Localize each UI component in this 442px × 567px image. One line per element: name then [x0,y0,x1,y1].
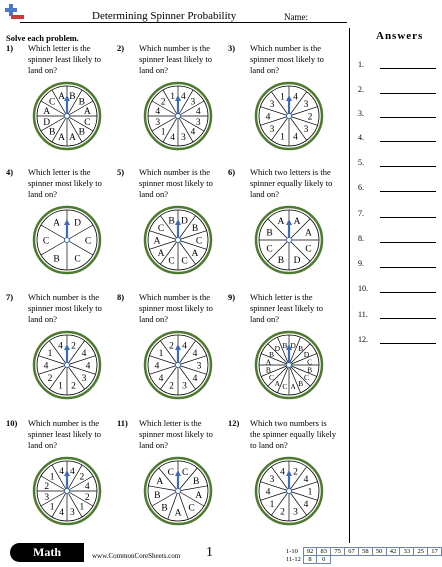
spinner-label: 4 [59,467,64,478]
spinner [143,456,213,526]
spinner-label: 4 [170,132,175,143]
spinner-label: 4 [43,361,49,372]
question-number: 10) [6,418,18,428]
spinner-label: A [195,491,203,502]
answer-blank[interactable] [380,283,436,293]
spinner-label: 4 [190,127,196,138]
spinner-label: 1 [160,127,166,138]
spinner-label: A [58,132,66,143]
spinner-label: 4 [192,349,198,360]
spinner-hub [176,238,181,243]
answer-number: 2. [358,85,364,94]
spinner-label: 4 [181,92,186,103]
spinner-label: 4 [192,373,198,384]
spinner-label: C [48,97,56,108]
spinner-label: C [195,236,203,247]
spinner-label: B [78,97,86,108]
spinner [32,81,102,151]
spinner-label: A [290,382,296,392]
spinner [254,81,324,151]
answer-number: 12. [358,335,368,344]
spinner-label: 3 [70,507,75,518]
spinner-label: 4 [303,499,309,510]
spinner-label: 3 [195,117,201,128]
plus-minus-logo-icon [5,2,25,22]
spinner-label: 4 [195,107,201,118]
spinner-label: B [307,365,313,375]
spinner-label: 3 [269,124,275,135]
spinner-label: C [157,224,165,235]
spinner-label: A [83,107,91,118]
answer-row [358,59,436,69]
question-text: Which letter is the spinner least likely to land on? [28,43,101,75]
spinner-label: D [274,344,281,354]
spinner-hub [176,363,181,368]
question-text: Which two numbers is the spinner equally likely to land on? [250,418,337,450]
score-range: 1-10 [286,548,298,555]
spinner-label: B [265,365,271,375]
page-title: Determining Spinner Probability [92,10,237,22]
instructions: Solve each problem. [6,33,79,43]
answer-number: 7. [358,209,364,218]
spinner-label: A [43,107,51,118]
answer-blank[interactable] [380,59,436,69]
answer-row [358,182,436,192]
spinner-label: 1 [79,502,85,513]
question-text: Which letter is the spinner least likely to land on? [250,292,323,324]
score-row [286,556,442,564]
question-text: Which number is the spinner most likely to land on? [28,292,102,324]
spinner-label: 4 [59,507,64,518]
spinner-label: B [69,92,76,103]
question-number: 4) [6,167,14,177]
answer-number: 4. [358,133,364,142]
spinner-label: 4 [265,487,271,498]
score-cell: 75 [331,548,345,556]
question-number: 3) [228,43,236,53]
answer-blank[interactable] [380,208,436,218]
spinner [143,205,213,275]
question-text: Which two letters is the spinner equally likely to land on? [250,167,333,199]
spinner-label: 1 [49,502,55,513]
spinner-label: 4 [280,467,285,478]
spinner-label: D [303,349,310,359]
score-cell: 83 [317,548,331,556]
spinner-label: 3 [269,475,275,486]
spinner-label: 1 [58,381,63,392]
spinner-hub [287,489,292,494]
answer-number: 11. [358,310,368,319]
spinner-label: 3 [293,507,298,518]
spinner-label: 3 [303,100,309,111]
spinner-label: D [43,117,51,128]
score-cell: 25 [414,548,428,556]
spinner-label: 1 [280,132,285,143]
spinner-label: B [161,503,168,514]
spinner-label: 2 [71,381,76,392]
spinner-label: C [282,382,288,392]
score-cell: 42 [386,548,400,556]
spinner-label: D [290,340,296,350]
spinner-label: C [42,236,50,247]
spinner-label: 4 [158,373,164,384]
spinner-label: A [58,92,66,103]
spinner-label: 3 [155,117,161,128]
spinner [32,205,102,275]
spinner-label: 2 [71,341,76,352]
answer-blank[interactable] [380,258,436,268]
spinner-label: A [274,378,281,388]
answer-row [358,157,436,167]
answer-blank[interactable] [380,132,436,142]
spinner-label: A [68,132,76,143]
spinner-label: A [174,508,182,519]
score-cell: 0 [317,556,331,564]
spinner-label: 4 [58,341,63,352]
spinner-label: C [269,373,275,383]
question-number: 5) [117,167,125,177]
score-cell: 92 [303,548,317,556]
question-number: 11) [117,418,128,428]
spinner-label: 3 [303,124,309,135]
spinner-label: D [293,255,301,266]
question-number: 6) [228,167,236,177]
spinner-label: B [193,477,200,487]
subject-badge: Math [10,543,84,562]
spinner-label: 3 [196,361,202,372]
spinner-label: B [298,378,304,388]
spinner-label: 1 [158,349,164,360]
spinner [32,456,102,526]
spinner [143,330,213,400]
spinner-label: B [266,228,273,239]
spinner-label: B [282,340,288,350]
spinner-hub [65,238,70,243]
spinner-label: C [182,467,189,478]
answer-blank[interactable] [380,157,436,167]
spinner-label: B [154,491,161,502]
spinner-label: C [181,256,188,267]
score-cell: 8 [303,556,317,564]
answer-row [358,208,436,218]
spinner-label: A [265,357,272,367]
answer-blank[interactable] [380,309,436,319]
spinner-label: 2 [307,112,313,123]
answer-row [358,283,436,293]
spinner-label: 4 [293,92,298,103]
answer-number: 6. [358,183,364,192]
spinner-label: 2 [44,482,50,493]
spinner-label: 2 [160,97,166,108]
page-number: 1 [206,545,213,560]
spinner-label: 2 [293,467,298,478]
spinner [254,456,324,526]
spinner-hub [287,114,292,119]
spinner-label: 4 [154,361,160,372]
answer-number: 10. [358,284,368,293]
spinner-label: D [181,216,188,227]
spinner-label: 4 [84,482,90,493]
spinner-label: C [168,256,175,267]
spinner-hub [176,489,181,494]
answers-title: Answers [376,30,424,42]
spinner-label: C [266,244,273,255]
question-text: Which number is the spinner least likely to land on? [139,43,212,75]
score-table [286,547,442,564]
question-text: Which number is the spinner most likely to land on? [139,292,213,324]
spinner-label: B [78,127,86,138]
spinner-label: 4 [155,107,161,118]
spinner-hub [65,114,70,119]
score-range: 11-12 [286,556,301,563]
spinner-label: A [156,477,164,487]
spinner-label: 4 [293,132,298,143]
spinner-label: 4 [265,112,271,123]
spinner-label: B [298,344,304,354]
answers-divider [349,28,350,543]
question-text: Which letter is the spinner most likely to land on? [139,418,213,450]
answer-row [358,84,436,94]
spinner-label: 3 [44,492,50,503]
answer-number: 1. [358,60,364,69]
spinner-label: B [269,349,275,359]
score-cell: 67 [345,548,359,556]
question-text: Which number is the spinner most likely to land on? [139,167,213,199]
spinner-hub [65,489,70,494]
spinner-label: 2 [79,472,85,483]
answer-blank[interactable] [380,108,436,118]
spinner-label: 1 [49,472,55,483]
answer-number: 5. [358,158,364,167]
question-number: 8) [117,292,125,302]
spinner-label: B [53,254,60,265]
answer-blank[interactable] [380,233,436,243]
answer-blank[interactable] [380,334,436,344]
spinner-label: A [153,236,161,247]
answer-row [358,132,436,142]
spinner-label: 3 [269,100,275,111]
spinner-label: A [157,248,165,259]
spinner-label: 4 [182,341,187,352]
spinner-label: B [48,127,56,138]
spinner-label: A [53,218,60,229]
spinner-label: 2 [169,341,174,352]
spinner-label: 1 [307,487,313,498]
score-cell: 50 [372,548,386,556]
score-cell: 17 [428,548,442,556]
spinner-label: 1 [280,92,285,103]
spinner-label: 4 [85,361,91,372]
question-text: Which number is the spinner most likely to land on? [250,43,324,75]
spinner-label: 4 [303,475,309,486]
spinner [32,330,102,400]
spinner-label: 1 [47,349,53,360]
spinner-label: 4 [70,467,75,478]
score-cell: 33 [400,548,414,556]
spinner-label: 2 [47,373,53,384]
spinner-label: B [277,255,285,266]
answer-row [358,108,436,118]
name-label: Name: [284,12,308,22]
spinner-label: C [84,117,91,128]
site-url: www.CommonCoreSheets.com [92,552,181,560]
spinner-hub [287,238,292,243]
spinner-label: 2 [280,507,285,518]
spinner-label: A [191,248,199,259]
spinner-hub [176,114,181,119]
spinner [254,205,324,275]
answer-row [358,258,436,268]
answer-row [358,309,436,319]
spinner-label: C [84,236,92,247]
spinner-label: A [304,228,312,239]
spinner [143,81,213,151]
question-number: 7) [6,292,14,302]
answer-number: 3. [358,109,364,118]
answer-row [358,334,436,344]
answer-row [358,233,436,243]
question-text: Which number is the spinner least likely to land on? [28,418,101,450]
spinner-label: D [74,218,81,229]
answer-blank[interactable] [380,84,436,94]
spinner-label: A [293,217,301,228]
spinner-label: C [303,373,309,383]
question-number: 9) [228,292,236,302]
question-text: Which letter is the spinner most likely to land on? [28,167,102,199]
spinner-label: C [305,244,312,255]
answer-blank[interactable] [380,182,436,192]
spinner-label: 4 [81,349,87,360]
spinner-label: B [191,224,199,235]
spinner-label: 2 [84,492,90,503]
score-cell: 58 [358,548,372,556]
spinner-label: 3 [182,381,187,392]
question-number: 2) [117,43,125,53]
spinner [254,330,324,400]
spinner-label: 3 [190,97,196,108]
answer-number: 9. [358,259,364,268]
answer-number: 8. [358,234,364,243]
score-row [286,548,442,556]
spinner-label: 2 [169,381,174,392]
question-number: 12) [228,418,240,428]
spinner-label: C [307,357,313,367]
spinner-label: C [188,503,195,514]
spinner-hub [65,363,70,368]
spinner-label: C [74,254,81,265]
spinner-label: 1 [170,92,175,103]
spinner-label: B [168,216,175,227]
spinner-label: 3 [181,132,186,143]
spinner-label: 3 [81,373,87,384]
question-number: 1) [6,43,14,53]
spinner-hub [287,363,292,368]
spinner-label: A [277,217,285,228]
spinner-label: C [167,467,174,478]
header-divider [20,22,347,23]
spinner-label: 1 [269,499,275,510]
